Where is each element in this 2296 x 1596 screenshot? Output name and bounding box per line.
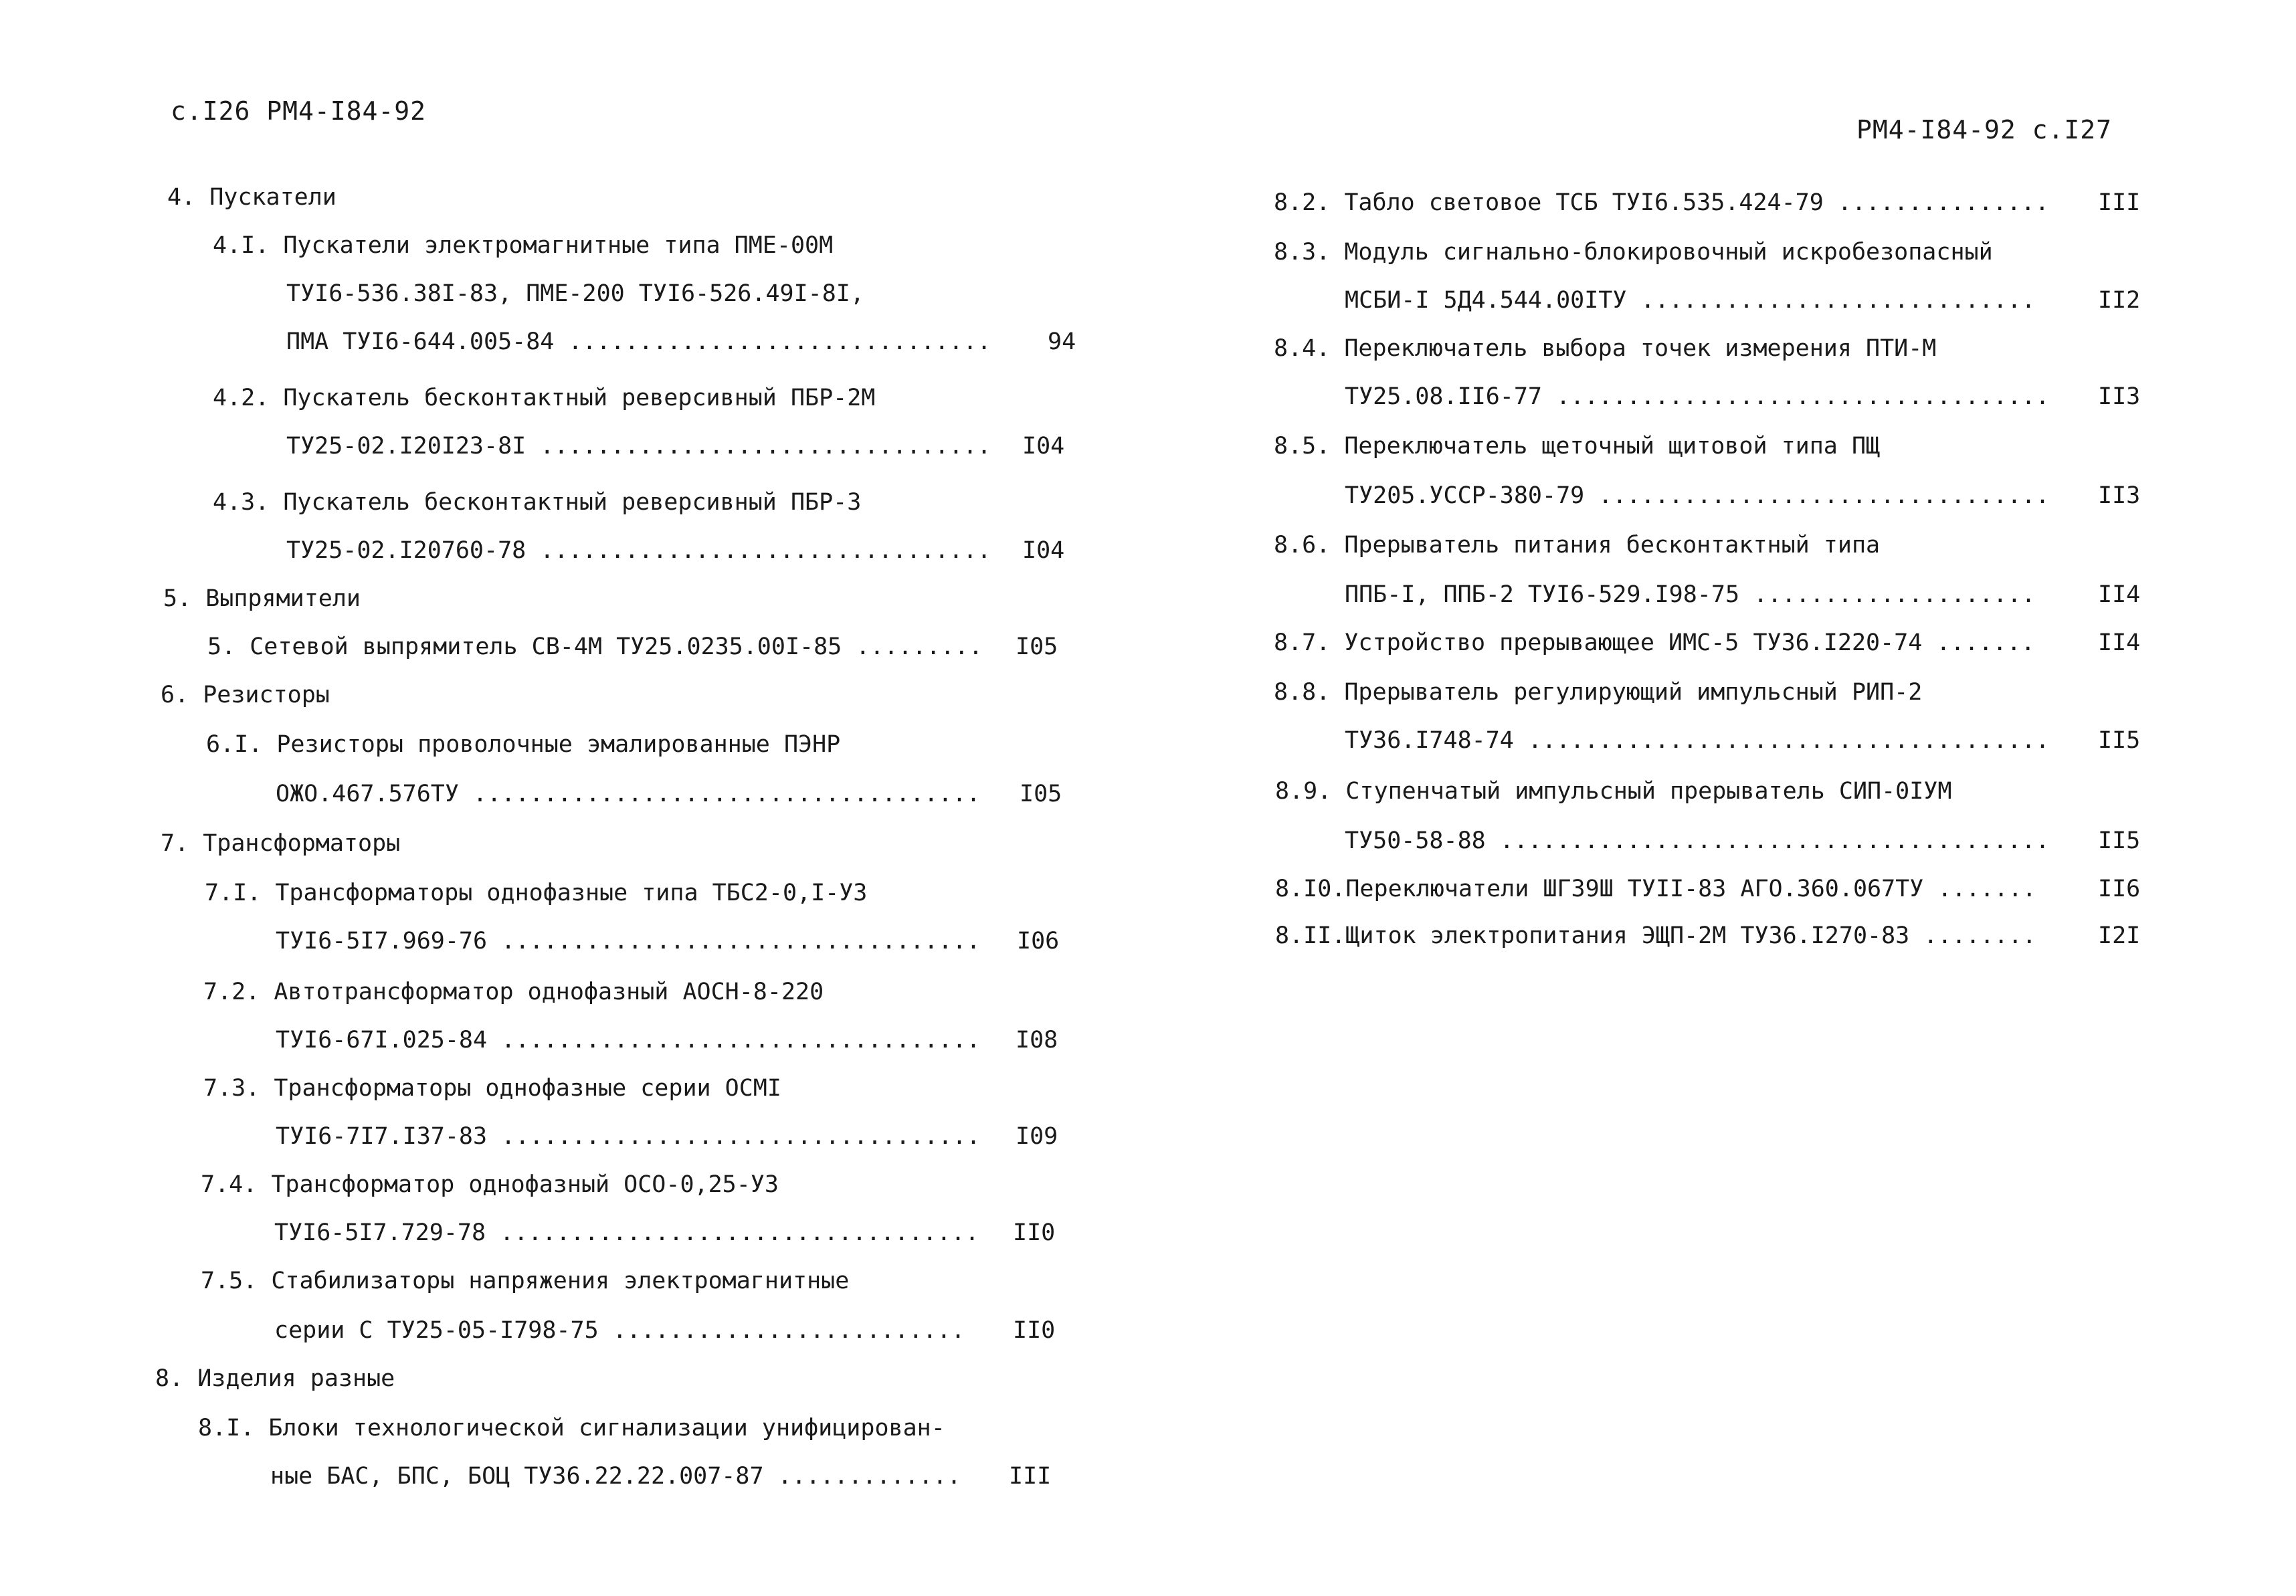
page-number: II5	[2098, 727, 2141, 754]
page-number: I06	[1017, 928, 1060, 955]
page-number: II4	[2098, 581, 2141, 608]
page-number: III	[1009, 1463, 1052, 1490]
entry-7-4-spec: ТУI6-5I7.729-78 .................................. II0	[274, 1216, 979, 1250]
entry-7-2-title: 7.2. Автотрансформатор однофазный АОСН-8-220	[203, 979, 824, 1005]
entry-4-2-title: 4.2. Пускатель бесконтактный реверсивный ПБР-2М	[213, 385, 876, 411]
entry-6-1-spec: ОЖО.467.576ТУ .................................... I05	[276, 777, 981, 811]
page-number: I05	[1020, 781, 1062, 807]
entry-5: 5. Сетевой выпрямитель СВ-4М ТУ25.0235.00I-85 ......... I05	[207, 630, 983, 664]
page-number: 94	[1048, 328, 1076, 355]
page-number: II0	[1013, 1219, 1056, 1246]
entry-8-9-title: 8.9. Ступенчатый импульсный прерыватель СИП-0IУМ	[1275, 778, 1952, 805]
page-number: III	[2098, 189, 2141, 216]
entry-7-1-title: 7.I. Трансформаторы однофазные типа ТБС2-0,I-УЗ	[205, 880, 868, 906]
entry-8-7: 8.7. Устройство прерывающее ИМС-5 ТУ36.I220-74 ....... II4	[1274, 626, 2035, 660]
entry-4-2-spec: ТУ25-02.I20I23-8I ................................ I04	[286, 429, 991, 463]
page-number: II0	[1013, 1317, 1056, 1344]
entry-8-4-spec: ТУ25.08.II6-77 ................................... II3	[1345, 380, 2050, 413]
page-number: I08	[1016, 1027, 1058, 1054]
page-number: II4	[2098, 629, 2141, 656]
entry-7-3-title: 7.3. Трансформаторы однофазные серии ОСМI	[203, 1075, 781, 1102]
page-number: II2	[2098, 287, 2141, 314]
section-heading-4: 4. Пускатели	[167, 184, 337, 211]
entry-8-8-title: 8.8. Прерыватель регулирующий импульсный РИП-2	[1274, 679, 1923, 706]
entry-8-1-title: 8.I. Блоки технологической сигнализации унифицирован-	[198, 1415, 945, 1441]
entry-7-1-spec: ТУI6-5I7.969-76 .................................. I06	[276, 924, 981, 958]
entry-8-11: 8.II.Щиток электропитания ЭЩП-2М ТУ36.I270-83 ........ I2I	[1275, 919, 2036, 953]
entry-6-1-title: 6.I. Резисторы проволочные эмалированные ПЭНР	[206, 731, 841, 758]
section-heading-6: 6. Резисторы	[161, 682, 330, 708]
entry-4-1-spec: ТУI6-536.38I-83, ПМЕ-200 ТУI6-526.49I-8I,	[286, 280, 864, 307]
page-header-left: с.I26 РМ4-I84-92	[171, 96, 427, 126]
entry-8-6-spec: ППБ-I, ППБ-2 ТУI6-529.I98-75 .................... II4	[1345, 578, 2036, 611]
entry-8-3-spec: МСБИ-I 5Д4.544.00IТУ ............................ II2	[1345, 284, 2036, 317]
entry-4-3-title: 4.3. Пускатель бесконтактный реверсивный ПБР-3	[213, 489, 862, 516]
entry-7-2-spec: ТУI6-67I.025-84 .................................. I08	[276, 1023, 981, 1057]
entry-7-5-title: 7.5. Стабилизаторы напряжения электромагнитные	[201, 1268, 850, 1294]
entry-8-5-spec: ТУ205.УССР-380-79 ................................ II3	[1345, 479, 2050, 512]
page-number: II3	[2098, 482, 2141, 509]
entry-8-9-spec: ТУ50-58-88 ....................................... II5	[1345, 824, 2050, 858]
entry-7-3-spec: ТУI6-7I7.I37-83 .................................. I09	[276, 1120, 981, 1153]
page-number: I2I	[2098, 922, 2141, 949]
page-header-right: РМ4-I84-92 с.I27	[1856, 115, 2113, 144]
page-number: II3	[2098, 383, 2141, 410]
page-number: I04	[1022, 433, 1065, 460]
entry-8-5-title: 8.5. Переключатель щеточный щитовой типа ПЩ	[1274, 433, 1881, 460]
entry-4-1-spec-2: ПМА ТУI6-644.005-84 .............................. 94	[286, 325, 991, 359]
entry-4-3-spec: ТУ25-02.I20760-78 ................................ I04	[286, 534, 991, 567]
page-number: II5	[2098, 827, 2141, 854]
page-number: I04	[1022, 537, 1065, 564]
entry-8-4-title: 8.4. Переключатель выбора точек измерения ПТИ-М	[1274, 335, 1937, 362]
entry-8-8-spec: ТУ36.I748-74 ..................................... II5	[1345, 724, 2050, 757]
entry-8-2: 8.2. Табло световое ТСБ ТУI6.535.424-79 ............... III	[1274, 186, 2049, 219]
page-number: II6	[2098, 876, 2141, 902]
entry-8-10: 8.I0.Переключатели ШГ39Ш ТУII-83 АГО.360.067ТУ ....... II6	[1275, 872, 2036, 906]
entry-8-3-title: 8.3. Модуль сигнально-блокировочный искробезопасный	[1274, 239, 1993, 266]
section-heading-8: 8. Изделия разные	[155, 1365, 395, 1392]
entry-4-1-title: 4.I. Пускатели электромагнитные типа ПМЕ-00М	[213, 232, 834, 259]
section-heading-5: 5. Выпрямители	[163, 585, 361, 612]
entry-7-4-title: 7.4. Трансформатор однофазный ОСО-0,25-УЗ	[201, 1171, 779, 1198]
page-number: I09	[1016, 1123, 1058, 1150]
entry-7-5-spec: серии С ТУ25-05-I798-75 ......................... II0	[274, 1314, 965, 1347]
page-number: I05	[1016, 633, 1058, 660]
entry-8-1-spec: ные БАС, БПС, БОЦ ТУ36.22.22.007-87 ............. III	[270, 1460, 961, 1493]
section-heading-7: 7. Трансформаторы	[161, 830, 401, 857]
entry-8-6-title: 8.6. Прерыватель питания бесконтактный типа	[1274, 532, 1881, 559]
